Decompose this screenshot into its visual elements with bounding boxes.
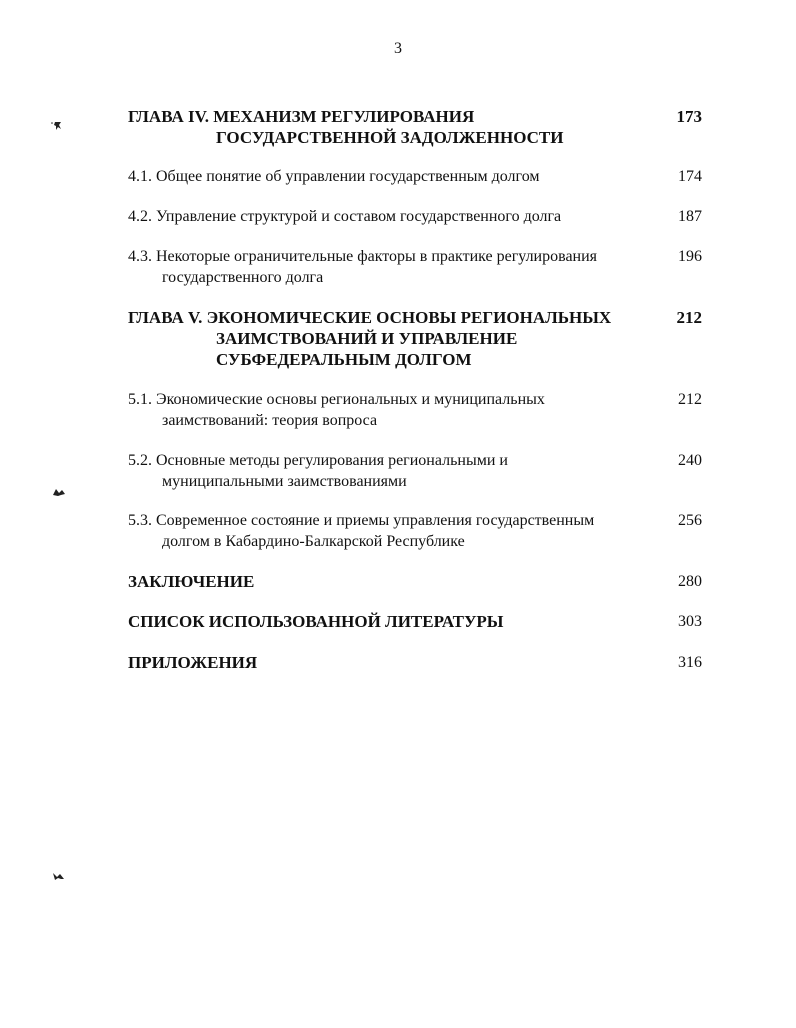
toc-title-line: ЗАИМСТВОВАНИЙ И УПРАВЛЕНИЕ: [216, 329, 518, 348]
toc-title-line: 5.1. Экономические основы региональных и муниципальных: [128, 391, 545, 408]
toc-appendices: [128, 652, 702, 673]
toc-conclusion: [128, 571, 702, 592]
toc-section-4-3: [128, 246, 702, 288]
toc-page: 212: [676, 308, 702, 327]
toc-bibliography: [128, 611, 702, 632]
toc-title-line: 5.2. Основные методы регулирования региональными и: [128, 452, 508, 469]
toc-title-line: 4.1. Общее понятие об управлении государственным долгом: [128, 168, 540, 185]
toc-page: 173: [676, 107, 702, 126]
toc-title-line: ГЛАВА V. ЭКОНОМИЧЕСКИЕ ОСНОВЫ РЕГИОНАЛЬНЫХ: [128, 308, 612, 327]
toc-title-line: 4.3. Некоторые ограничительные факторы в практике регулирования: [128, 248, 598, 265]
toc-page: 256: [678, 512, 702, 529]
toc-chapter-5: [128, 307, 702, 370]
toc-section-4-2: [128, 206, 702, 227]
toc-chapter-4: [128, 106, 702, 148]
toc-title-line: муниципальными заимствованиями: [162, 473, 407, 490]
toc-title-line: ГЛАВА IV. МЕХАНИЗМ РЕГУЛИРОВАНИЯ: [128, 107, 475, 126]
toc-section-4-1: [128, 166, 702, 187]
scan-speck: [52, 487, 62, 495]
toc-page: 280: [678, 573, 702, 590]
toc-title-line: ГОСУДАРСТВЕННОЙ ЗАДОЛЖЕННОСТИ: [216, 128, 564, 147]
toc-title-line: долгом в Кабардино-Балкарской Республике: [162, 533, 465, 550]
toc-page: 240: [678, 452, 702, 469]
toc-title-line: ЗАКЛЮЧЕНИЕ: [128, 572, 255, 591]
toc-section-5-1: [128, 389, 702, 431]
toc-section-5-2: [128, 450, 702, 492]
toc-title-line: ПРИЛОЖЕНИЯ: [128, 653, 258, 672]
toc-title-line: государственного долга: [162, 269, 324, 286]
toc-title-line: СУБФЕДЕРАЛЬНЫМ ДОЛГОМ: [216, 350, 472, 369]
toc-title-line: заимствований: теория вопроса: [162, 412, 378, 429]
toc-section-5-3: [128, 510, 702, 552]
page-number: 3: [394, 40, 402, 57]
scan-speck: [52, 871, 62, 879]
toc-page: 187: [678, 208, 702, 225]
toc-page: 174: [678, 168, 702, 185]
toc-page: 212: [678, 391, 702, 408]
scan-speck: [50, 120, 60, 128]
toc-title-line: СПИСОК ИСПОЛЬЗОВАННОЙ ЛИТЕРАТУРЫ: [128, 612, 504, 631]
toc-title-line: 4.2. Управление структурой и составом государственного долга: [128, 208, 562, 225]
toc-page: 196: [678, 248, 702, 265]
toc-page: 316: [678, 654, 702, 671]
toc-title-line: 5.3. Современное состояние и приемы управления государственным: [128, 512, 595, 529]
toc-page: 303: [678, 613, 702, 630]
